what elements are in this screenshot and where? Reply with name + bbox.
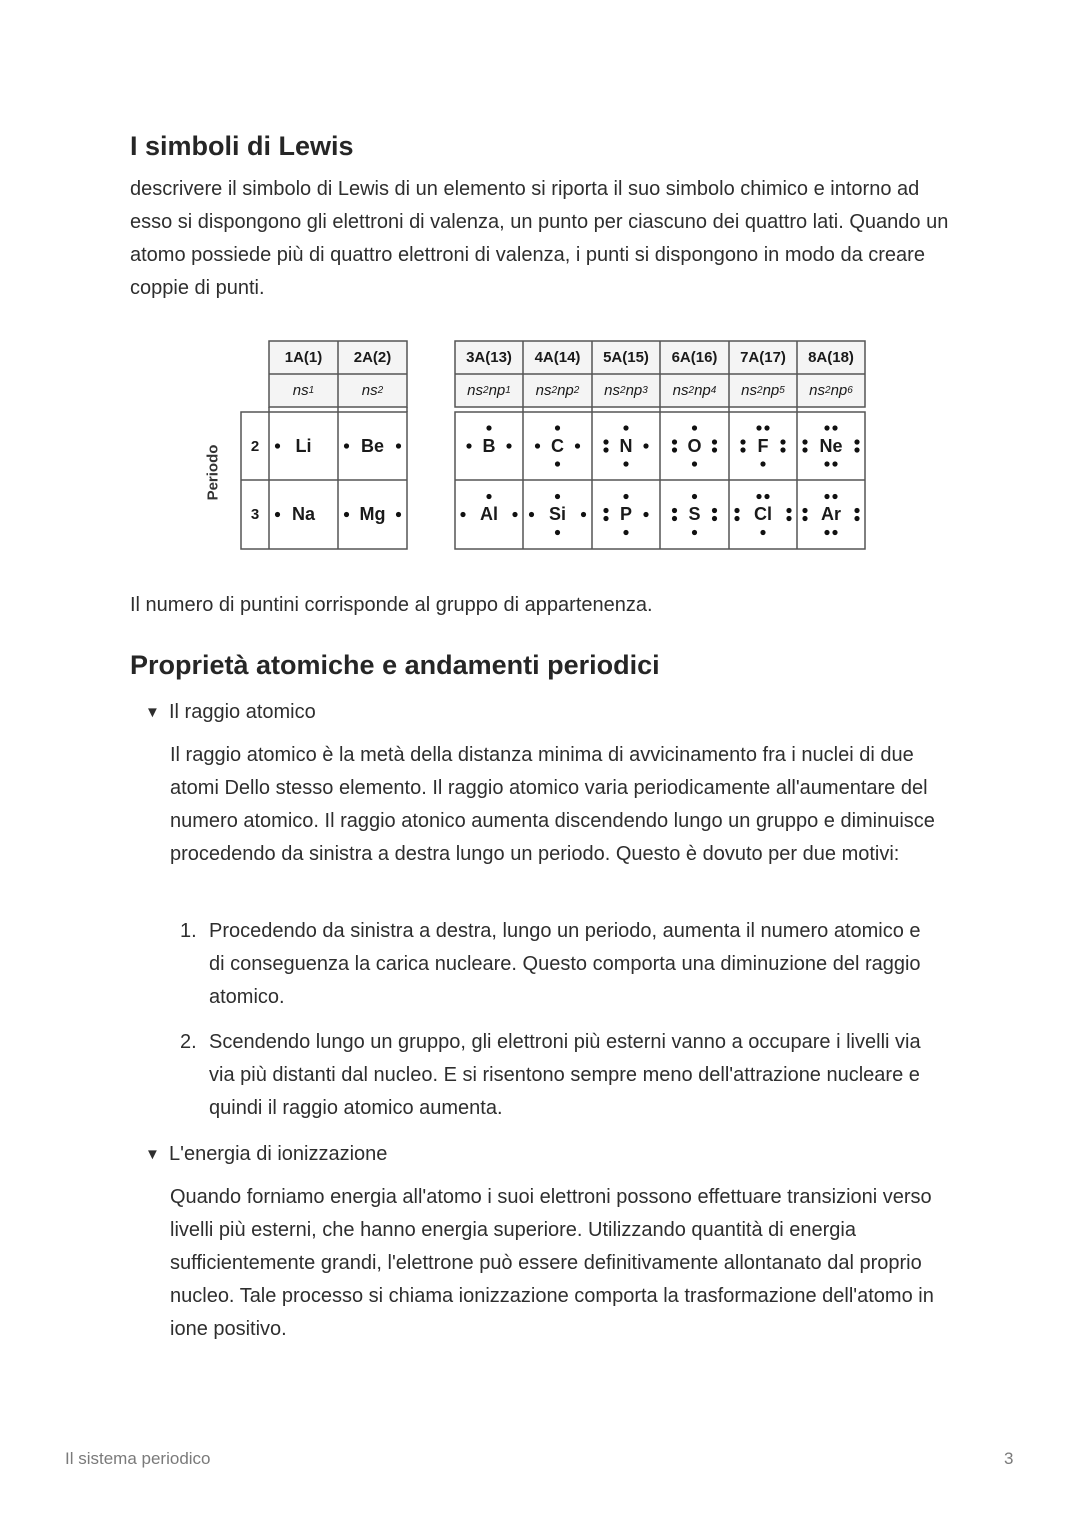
valence-electron-dot <box>555 425 560 430</box>
config-3A: ns 2 np 1 <box>467 382 511 399</box>
valence-electron-dot <box>396 512 401 517</box>
valence-electron-dot <box>854 516 859 521</box>
element-symbol: Si <box>548 504 566 524</box>
valence-electron-dot <box>512 512 517 517</box>
config-1A: ns 1 <box>292 382 315 399</box>
group-header-8A: 8A(18) <box>808 349 854 366</box>
valence-electron-dot <box>672 508 677 513</box>
element-symbol: Na <box>291 504 315 524</box>
valence-electron-dot <box>692 494 697 499</box>
config-6A: ns 2 np 4 <box>672 382 717 399</box>
valence-electron-dot <box>712 516 717 521</box>
list-text: Procedendo da sinistra a destra, lungo un periodo, aumenta il numero atomico e di conseguenza la carica nucleare. Questo comporta una diminuzione del raggio atomico. <box>209 920 921 1008</box>
period-axis-label: Periodo <box>204 444 222 501</box>
raggio-atomico-paragraph: Il raggio atomico è la metà della distanza minima di avvicinamento fra i nuclei di due atomi Dello stesso elemento. Il raggio atomico varia periodicamente all'aumentare del numero atomico. Il raggio atonico aumenta discendendo lungo un gruppo e diminuisce procedendo da sinistra a destra lungo un periodo. Questo è dovuto per due motivi: <box>170 744 935 865</box>
valence-electron-dot <box>575 443 580 448</box>
element-symbol: S <box>688 504 701 524</box>
valence-electron-dot <box>764 494 769 499</box>
valence-electron-dot <box>760 461 765 466</box>
footer-document-title: Il sistema periodico <box>65 1449 211 1468</box>
valence-electron-dot <box>712 439 717 444</box>
valence-electron-dot <box>832 530 837 535</box>
valence-electron-dot <box>740 447 745 452</box>
valence-electron-dot <box>603 516 608 521</box>
period-number-2: 2 <box>250 437 260 455</box>
section-title-properties: Proprietà atomiche e andamenti periodici <box>130 650 660 680</box>
list-item <box>180 915 940 1015</box>
valence-electron-dot <box>760 530 765 535</box>
lewis-paragraph: descrivere il simbolo di Lewis di un elemento si riporta il suo simbolo chimico e intorno ad esso si dispongono gli elettroni di valenza, un punto per ciascuno dei quattro lati. Quando un atomo possiede più di quattro elettroni di valenza, i punti si dispongono in modo da creare coppie di punti. <box>130 178 949 299</box>
valence-electron-dot <box>672 447 677 452</box>
element-symbol: Cl <box>754 504 772 524</box>
element-symbol: F <box>757 435 769 456</box>
valence-electron-dot <box>623 530 628 535</box>
config-4A: ns 2 np 2 <box>535 382 580 399</box>
toggle-label: Il raggio atomico <box>169 701 316 723</box>
valence-electron-dot <box>786 508 791 513</box>
valence-electron-dot <box>623 494 628 499</box>
valence-electron-dot <box>740 439 745 444</box>
valence-electron-dot <box>396 443 401 448</box>
group-header-3A: 3A(13) <box>466 349 512 366</box>
valence-electron-dot <box>854 447 859 452</box>
valence-electron-dot <box>581 512 586 517</box>
config-8A: ns 2 np 6 <box>809 382 853 399</box>
valence-electron-dot <box>802 508 807 513</box>
valence-electron-dot <box>529 512 534 517</box>
valence-electron-dot <box>824 461 829 466</box>
section-title-lewis: I simboli di Lewis <box>130 131 354 161</box>
valence-electron-dot <box>275 443 280 448</box>
footer-page-number: 3 <box>1004 1449 1014 1468</box>
valence-electron-dot <box>824 530 829 535</box>
toggle-triangle-icon[interactable]: ▼ <box>145 1146 160 1163</box>
element-symbol: O <box>687 435 702 456</box>
element-symbol: Ne <box>819 435 843 456</box>
valence-electron-dot <box>460 512 465 517</box>
valence-electron-dot <box>692 530 697 535</box>
element-symbol: Al <box>480 504 498 524</box>
valence-electron-dot <box>824 494 829 499</box>
valence-electron-dot <box>712 447 717 452</box>
valence-electron-dot <box>824 425 829 430</box>
valence-electron-dot <box>486 494 491 499</box>
toggle-raggio-atomico[interactable] <box>145 698 316 727</box>
config-5A: ns 2 np 3 <box>604 382 648 399</box>
valence-electron-dot <box>832 494 837 499</box>
valence-electron-dot <box>786 516 791 521</box>
valence-electron-dot <box>712 508 717 513</box>
toggle-label: L'energia di ionizzazione <box>169 1143 388 1165</box>
valence-electron-dot <box>275 512 280 517</box>
list-text: Scendendo lungo un gruppo, gli elettroni più esterni vanno a occupare i livelli via via più distanti dal nucleo. E si risentono sempre meno dell'attrazione nucleare e quindi il raggio atomico aumenta. <box>209 1031 921 1119</box>
list-number: 2. <box>180 1031 197 1053</box>
config-7A: ns 2 np 5 <box>741 382 785 399</box>
energia-ionizzazione-paragraph: Quando forniamo energia all'atomo i suoi elettroni possono effettuare transizioni verso livelli più esterni, che hanno energia superiore. Utilizzando quantità di energia sufficientemente grandi, l'elettrone può essere definitivamente allontanato dal proprio nucleo. Tale processo si chiama ionizzazione comporta la trasformazione dell'atomo in ione positivo. <box>170 1186 934 1340</box>
valence-electron-dot <box>603 508 608 513</box>
valence-electron-dot <box>780 447 785 452</box>
valence-electron-dot <box>756 494 761 499</box>
valence-electron-dot <box>643 512 648 517</box>
valence-electron-dot <box>692 461 697 466</box>
toggle-triangle-icon[interactable]: ▼ <box>145 704 160 721</box>
group-header-4A: 4A(14) <box>534 349 581 366</box>
group-header-7A: 7A(17) <box>740 349 786 366</box>
valence-electron-dot <box>555 530 560 535</box>
valence-electron-dot <box>486 425 491 430</box>
valence-electron-dot <box>506 443 511 448</box>
group-header-6A: 6A(16) <box>671 349 718 366</box>
valence-electron-dot <box>672 439 677 444</box>
group-header-1A: 1A(1) <box>284 349 323 366</box>
valence-electron-dot <box>764 425 769 430</box>
element-symbol: Li <box>295 435 312 456</box>
valence-electron-dot <box>555 461 560 466</box>
element-symbol: Mg <box>359 504 386 524</box>
config-2A: ns 2 <box>361 382 384 399</box>
period-number-3: 3 <box>250 506 260 523</box>
group-header-5A: 5A(15) <box>603 349 649 366</box>
valence-electron-dot <box>623 461 628 466</box>
table-caption: Il numero di puntini corrisponde al gruppo di appartenenza. <box>130 594 653 616</box>
element-symbol: Ar <box>820 504 841 524</box>
valence-electron-dot <box>603 439 608 444</box>
valence-electron-dot <box>643 443 648 448</box>
element-symbol: P <box>619 504 632 524</box>
valence-electron-dot <box>344 443 349 448</box>
valence-electron-dot <box>832 461 837 466</box>
valence-electron-dot <box>603 447 608 452</box>
valence-electron-dot <box>832 425 837 430</box>
valence-electron-dot <box>672 516 677 521</box>
list-item <box>180 1026 940 1126</box>
valence-electron-dot <box>623 425 628 430</box>
valence-electron-dot <box>466 443 471 448</box>
valence-electron-dot <box>555 494 560 499</box>
lewis-symbols-table <box>205 336 875 558</box>
valence-electron-dot <box>802 516 807 521</box>
valence-electron-dot <box>854 508 859 513</box>
element-symbol: N <box>619 435 633 456</box>
element-symbol: B <box>482 435 496 456</box>
valence-electron-dot <box>535 443 540 448</box>
valence-electron-dot <box>756 425 761 430</box>
valence-electron-dot <box>802 439 807 444</box>
toggle-energia-ionizzazione[interactable] <box>145 1140 387 1169</box>
valence-dots-layer <box>205 336 875 558</box>
valence-electron-dot <box>344 512 349 517</box>
element-symbol: C <box>551 435 564 456</box>
list-number: 1. <box>180 920 197 942</box>
group-header-2A: 2A(2) <box>353 349 392 366</box>
valence-electron-dot <box>780 439 785 444</box>
valence-electron-dot <box>734 516 739 521</box>
valence-electron-dot <box>692 425 697 430</box>
element-symbol: Be <box>360 435 384 456</box>
valence-electron-dot <box>802 447 807 452</box>
valence-electron-dot <box>854 439 859 444</box>
valence-electron-dot <box>734 508 739 513</box>
